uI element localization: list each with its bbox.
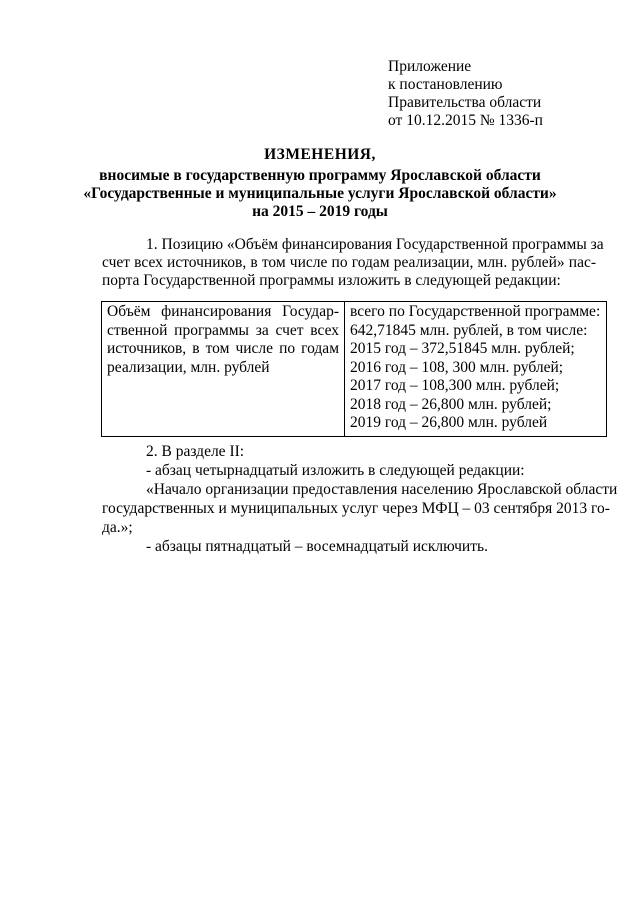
title-years: на 2015 – 2019 годы (252, 203, 388, 220)
annex-line: от 10.12.2015 № 1336-п (388, 112, 543, 129)
cell-line: источников, в том числе по годам (107, 340, 339, 357)
cell-line: 2017 год – 108,300 млн. рублей; (350, 377, 560, 394)
annex-line: Приложение (388, 58, 472, 75)
title-subtitle: вносимые в государственную программу Ярославской области (99, 167, 541, 184)
table-row (102, 302, 607, 437)
finance-label-cell (102, 302, 345, 437)
document-title (80, 146, 560, 221)
annex-line: к постановлению (388, 76, 503, 93)
annex-header (388, 58, 543, 130)
paragraph-line: счет всех источников, в том числе по годам реализации, млн. рублей» пас- (102, 254, 596, 271)
paragraph-line: 1. Позицию «Объём финансирования Государственной программы за (146, 236, 604, 253)
quote-line: «Начало организации предоставления населению Ярославской области (146, 481, 618, 498)
cell-line: 2019 год – 26,800 млн. рублей (350, 414, 548, 431)
finance-table (101, 301, 607, 437)
cell-line: Объём финансирования Государ- (107, 303, 339, 320)
cell-line: 642,71845 млн. рублей, в том числе: (350, 321, 588, 339)
quote-line: государственных и муниципальных услуг через МФЦ – 03 сентября 2013 го- (102, 500, 610, 517)
item-2-bullet: - абзацы пятнадцатый – восемнадцатый исключить. (146, 538, 488, 555)
cell-line: 2016 год – 108, 300 млн. рублей; (350, 358, 564, 376)
cell-line: всего по Государственной программе: (350, 303, 601, 320)
annex-line: Правительства области (388, 94, 542, 111)
title-heading: ИЗМЕНЕНИЯ, (264, 146, 376, 163)
cell-line: ственной программы за счет всех (107, 321, 339, 339)
item-2-bullet: - абзац четырнадцатый изложить в следующей редакции: (146, 462, 525, 479)
item-2-heading: 2. В разделе II: (146, 443, 245, 460)
quote-line: да.»; (102, 519, 133, 536)
cell-line: 2015 год – 372,51845 млн. рублей; (350, 340, 575, 357)
item-1-paragraph (102, 236, 604, 290)
title-program-name: «Государственные и муниципальные услуги Ярославской области» (83, 185, 557, 202)
cell-line: реализации, млн. рублей (107, 358, 270, 376)
paragraph-line: порта Государственной программы изложить в следующей редакции: (102, 272, 561, 289)
cell-line: 2018 год – 26,800 млн. рублей; (350, 395, 552, 413)
item-2-section (102, 442, 618, 556)
finance-values-cell (345, 302, 607, 437)
